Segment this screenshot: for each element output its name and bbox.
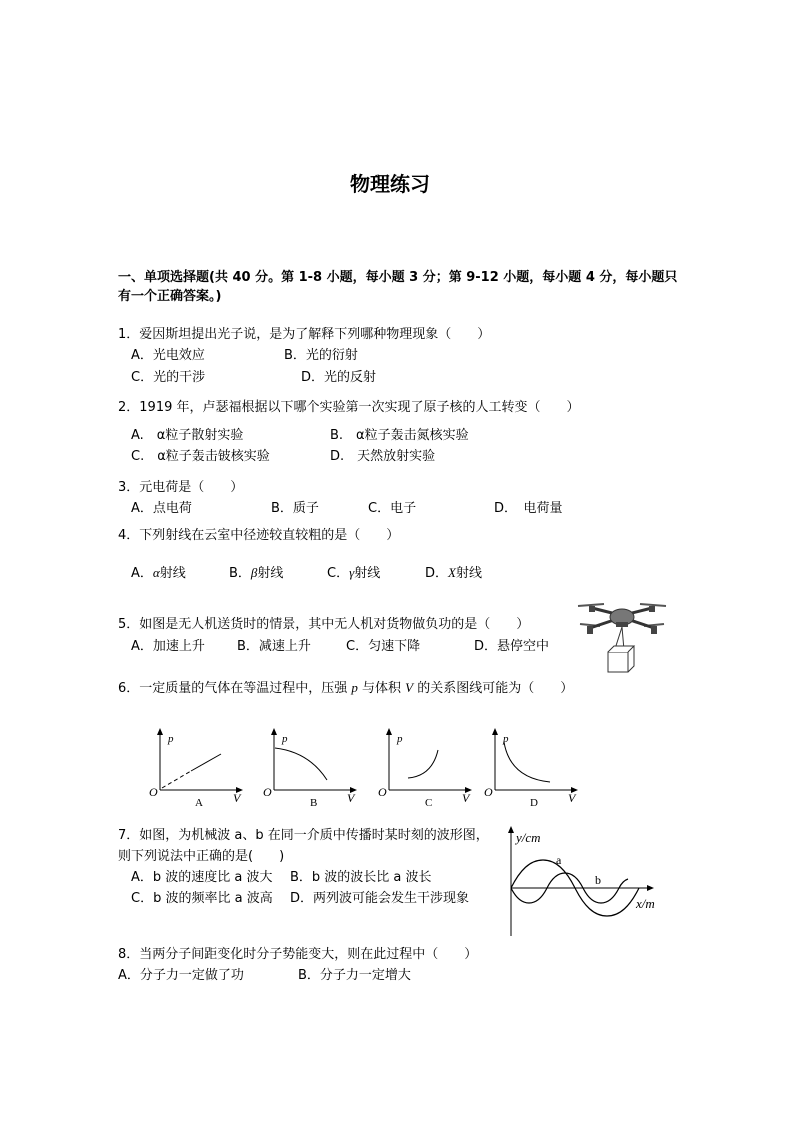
q8-stem: 8．当两分子间距变化时分子势能变大，则在此过程中（ ） [118, 947, 478, 962]
q5-option-b: B．减速上升 [237, 639, 311, 654]
q4-option-d [425, 566, 482, 580]
q1-option-a: A．光电效应 [131, 348, 205, 363]
graph-b-x-label: V [347, 791, 355, 805]
q1-option-b: B．光的衍射 [284, 348, 358, 363]
q5-option-d: D．悬停空中 [474, 639, 550, 654]
q7-stem-line1: 7．如图，为机械波 a、b 在同一介质中传播时某时刻的波形图， [118, 828, 489, 843]
graph-b-label: B [310, 797, 318, 809]
q2-option-b: B. α粒子轰击氮核实验 [330, 428, 469, 443]
gamma-symbol: γ [349, 565, 355, 580]
alpha-symbol: α [152, 565, 160, 580]
q4-stem: 4．下列射线在云室中径迹较直较粗的是（ ） [118, 528, 400, 543]
q2-option-c: C. α粒子轰击铍核实验 [131, 449, 270, 464]
pressure-symbol: p [351, 680, 358, 695]
wave-x-axis-label: x/m [636, 896, 655, 911]
graph-d-y-label: p [503, 733, 509, 745]
graph-d-origin: O [484, 785, 493, 799]
q7-option-a: A．b 波的速度比 a 波大 [131, 870, 273, 885]
graph-c-origin: O [378, 785, 387, 799]
graph-a-y-label: p [168, 733, 174, 745]
graph-a [145, 728, 245, 810]
wave-y-axis-label: y/cm [516, 830, 541, 845]
q4-option-a-letter: A． [131, 566, 153, 581]
q4-option-c-text: 射线 [354, 566, 381, 581]
q4-option-c [327, 566, 380, 580]
q3-option-d: D． 电荷量 [494, 501, 563, 516]
q6-stem [118, 681, 573, 695]
q8-option-b: B．分子力一定增大 [298, 968, 411, 983]
x-symbol: X [448, 565, 456, 580]
q3-option-a: A．点电荷 [131, 501, 192, 516]
graph-d-label: D [530, 797, 538, 809]
section-heading-line1: 一、单项选择题(共 40 分。第 1-8 小题，每小题 3 分；第 9-12 小题，每小题 4 分，每小题只 [118, 270, 678, 285]
graph-a-x-label: V [233, 791, 241, 805]
q4-option-b-text: 射线 [257, 566, 284, 581]
q8-option-a: A．分子力一定做了功 [118, 968, 244, 983]
q4-option-d-letter: D． [425, 566, 449, 581]
page-title: 物理练习 [350, 172, 430, 196]
q7-option-c: C．b 波的频率比 a 波高 [131, 891, 273, 906]
q7-option-b: B．b 波的波长比 a 波长 [290, 870, 432, 885]
wave-figure [500, 826, 670, 938]
q2-option-d: D. 天然放射实验 [330, 449, 436, 464]
graph-c-y-label: p [397, 733, 403, 745]
q6-stem-part2: 与体积 [357, 681, 406, 696]
q2-stem: 2．1919 年，卢瑟福根据以下哪个实验第一次实现了原子核的人工转变（ ） [118, 400, 580, 415]
q7-option-d: D．两列波可能会发生干涉现象 [290, 891, 470, 906]
graph-a-label: A [195, 797, 203, 809]
drone-icon [576, 600, 668, 676]
q4-option-b-letter: B． [229, 566, 251, 581]
volume-symbol: V [405, 680, 414, 695]
q1-stem: 1．爱因斯坦提出光子说，是为了解释下列哪种物理现象（ ） [118, 327, 491, 342]
graph-c [374, 728, 474, 810]
q2-option-a: A. α粒子散射实验 [131, 428, 244, 443]
wave-a-label: a [556, 853, 562, 867]
q7-stem-line2: 则下列说法中正确的是( ) [118, 849, 285, 864]
q5-option-a: A．加速上升 [131, 639, 205, 654]
q6-stem-part1: 6．一定质量的气体在等温过程中，压强 [118, 681, 352, 696]
q3-option-b: B．质子 [271, 501, 319, 516]
q4-option-a [131, 566, 186, 580]
graph-c-x-label: V [462, 791, 470, 805]
graph-a-origin: O [149, 785, 158, 799]
q5-option-c: C．匀速下降 [346, 639, 421, 654]
graph-b-y-label: p [282, 733, 288, 745]
graph-b [259, 728, 359, 810]
q4-option-b [229, 566, 283, 580]
q6-stem-part3: 的关系图线可能为（ ） [413, 681, 574, 696]
q4-option-a-text: 射线 [159, 566, 186, 581]
graph-d-x-label: V [568, 791, 576, 805]
q4-option-d-text: 射线 [455, 566, 482, 581]
graph-d [480, 728, 580, 810]
q3-stem: 3．元电荷是（ ） [118, 480, 244, 495]
section-heading-line2: 有一个正确答案。) [118, 289, 222, 304]
graph-c-label: C [425, 797, 433, 809]
wave-b-label: b [595, 873, 601, 887]
q5-stem: 5．如图是无人机送货时的情景，其中无人机对货物做负功的是（ ） [118, 617, 530, 632]
graph-b-origin: O [263, 785, 272, 799]
q1-option-d: D．光的反射 [301, 370, 377, 385]
q3-option-c: C．电子 [368, 501, 417, 516]
q1-option-c: C．光的干涉 [131, 370, 206, 385]
beta-symbol: β [250, 565, 258, 580]
q4-option-c-letter: C． [327, 566, 350, 581]
